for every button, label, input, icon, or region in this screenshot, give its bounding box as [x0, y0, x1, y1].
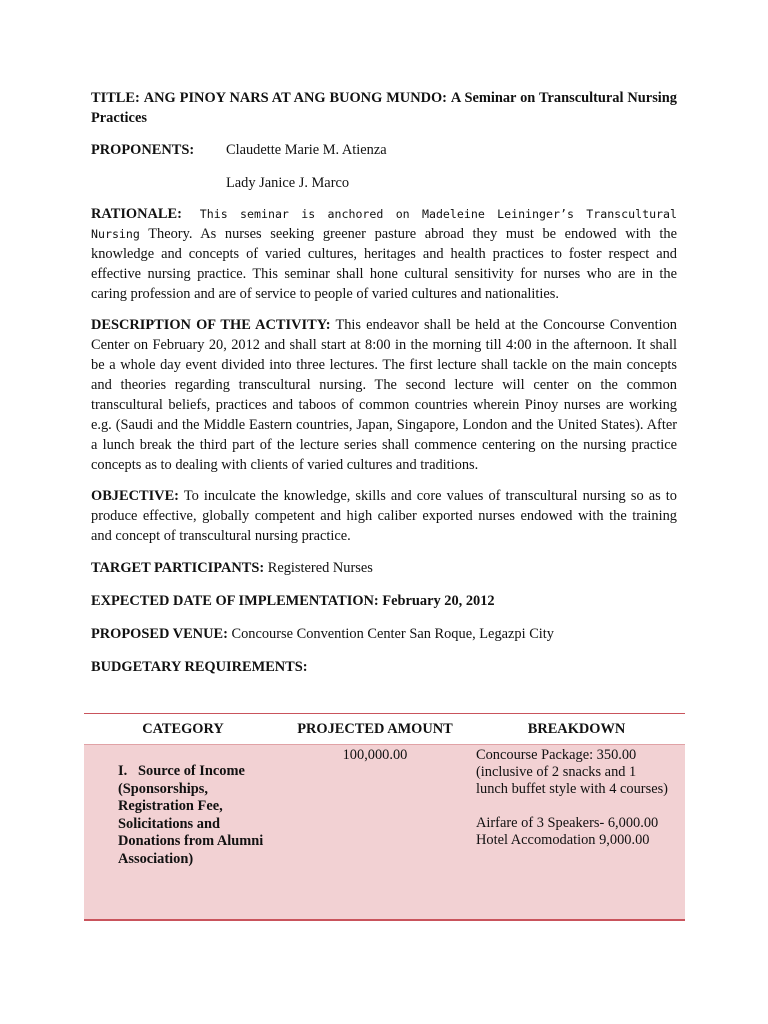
document-page	[91, 88, 677, 677]
category-line-1	[118, 763, 282, 781]
description-paragraph	[91, 315, 677, 475]
expected-date-label: EXPECTED DATE OF IMPLEMENTATION:	[91, 593, 379, 609]
table-row	[84, 745, 685, 921]
proposed-venue	[91, 624, 677, 644]
proponents-label: PROPONENTS:	[91, 142, 195, 158]
document-title	[91, 88, 677, 128]
objective-body: To inculcate the knowledge, skills and core values of transcultural nursing so as to produce effective, globally competent and high caliber exported nurses endowed with the training and concept of transcultural nursing practice.	[91, 488, 677, 544]
breakdown-line-3: lunch buffet style with 4 courses)	[476, 781, 668, 797]
category-line-6: Association)	[118, 850, 194, 867]
category-cell	[84, 745, 282, 921]
breakdown-line-5: Hotel Accomodation 9,000.00	[476, 832, 650, 848]
rationale-first-line: This seminar is anchored on Madeleine Leininger’s Transcultural Nursing	[91, 207, 677, 241]
breakdown-cell	[468, 745, 685, 921]
category-line-4: Solicitations and	[118, 815, 220, 832]
category-title: Source of Income	[138, 763, 245, 779]
budget-table	[84, 713, 685, 921]
proponent-name-2: Lady Janice J. Marco	[226, 175, 350, 191]
title-main: ANG PINOY NARS AT ANG BUONG MUNDO:	[143, 90, 447, 106]
category-number: I.	[118, 763, 128, 779]
proponent-name-1: Claudette Marie M. Atienza	[226, 142, 387, 158]
target-participants	[91, 558, 677, 578]
objective-paragraph	[91, 486, 677, 546]
breakdown-line-2: (inclusive of 2 snacks and 1	[476, 764, 637, 780]
category-line-3: Registration Fee,	[118, 798, 223, 814]
title-label: TITLE:	[91, 90, 140, 106]
budget-label: BUDGETARY REQUIREMENTS:	[91, 659, 308, 675]
category-line-5: Donations from Alumni	[118, 833, 264, 849]
description-body: This endeavor shall be held at the Concourse Convention Center on February 20, 2012 and shall start at 8:00 in the morning till 4:00 in the afternoon. It shall be a whole day event divided into three lectures. The first lecture shall tackle on the main concepts and theories regarding transcultural nursing. The second lecture will center on the common transcultural beliefs, practices and taboos of common countries wherein Pinoy nurses are working e.g. (Saudi and the Middle Eastern countries, Japan, Singapore, London and the United States). After a lunch break the third part of the lecture series shall commence centering on the nursing practice concepts as to dealing with clients of varied cultures and traditions.	[91, 317, 677, 473]
header-category: CATEGORY	[84, 714, 282, 745]
expected-date	[91, 591, 677, 611]
objective-label: OBJECTIVE:	[91, 488, 179, 504]
venue-label: PROPOSED VENUE:	[91, 626, 228, 642]
target-label: TARGET PARTICIPANTS:	[91, 560, 265, 576]
rationale-body: Theory. As nurses seeking greener pasture abroad they must be endowed with the knowledge and concepts of varied cultures, heritages and health practices to foster respect and effective nursing practice. This seminar shall hone cultural sensitivity for nurses who are in the caring profession and are of service to people of varied cultures and nationalities.	[91, 226, 678, 302]
rationale-paragraph	[91, 204, 677, 304]
venue-value: Concourse Convention Center San Roque, Legazpi City	[231, 626, 555, 642]
rationale-label: RATIONALE:	[91, 206, 182, 222]
header-projected-amount: PROJECTED AMOUNT	[282, 714, 468, 745]
target-value: Registered Nurses	[267, 560, 373, 576]
description-label: DESCRIPTION OF THE ACTIVITY:	[91, 317, 331, 333]
budget-header-row	[84, 714, 685, 745]
header-breakdown: BREAKDOWN	[468, 714, 685, 745]
category-line-2: (Sponsorships,	[118, 780, 208, 797]
breakdown-line-4: Airfare of 3 Speakers- 6,000.00	[476, 815, 659, 831]
breakdown-line-1: Concourse Package: 350.00	[476, 747, 637, 763]
expected-date-value: February 20, 2012	[382, 593, 495, 609]
projected-amount-cell: 100,000.00	[282, 745, 468, 921]
proponents-row	[91, 140, 677, 160]
title-subtitle: A Seminar on Transcultural Nursing Practices	[91, 90, 677, 126]
breakdown-spacer	[476, 798, 685, 815]
